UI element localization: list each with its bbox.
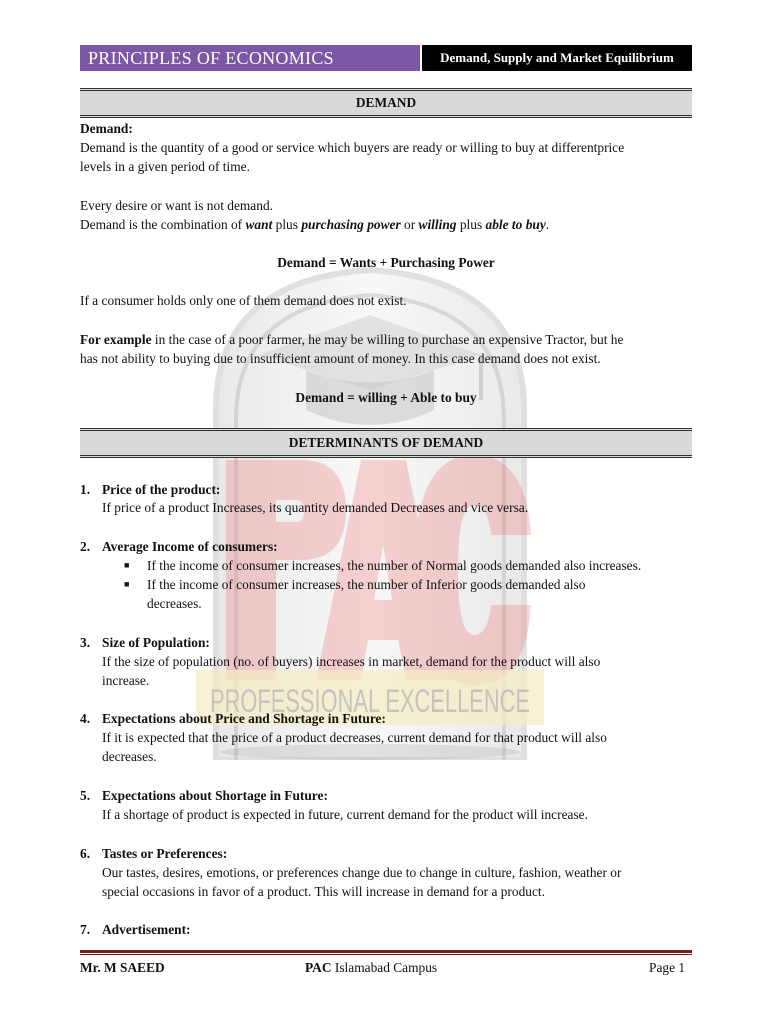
subject-title: PRINCIPLES OF ECONOMICS — [80, 45, 420, 71]
determinant-2-heading: Average Income of consumers: — [102, 539, 278, 554]
chapter-title: Demand, Supply and Market Equilibrium — [422, 45, 692, 71]
demand-definition-line2: levels in a given period of time. — [80, 159, 250, 174]
determinant-6-heading: Tastes or Preferences: — [102, 846, 228, 861]
watermark-tagline: PROFESSIONAL EXCELLENCE — [210, 683, 530, 719]
example-line1: For example in the case of a poor farmer, he may be willing to purchase an expensive Tractor, but he — [80, 332, 624, 347]
demand-combination-text: Demand is the combination of want plus purchasing power or willing plus able to buy. — [80, 217, 550, 232]
example-line2: has not ability to buying due to insufficient amount of money. In this case demand does not exist. — [80, 351, 601, 366]
determinant-5-heading: Expectations about Shortage in Future: — [102, 788, 328, 803]
determinant-6-number: 6. — [80, 846, 91, 861]
document-page — [80, 0, 692, 1024]
determinant-5-number: 5. — [80, 788, 91, 803]
determinant-6-text-line2: special occasions in favor of a product. This will increase in demand for a product. — [102, 884, 545, 899]
page-header — [80, 45, 692, 71]
determinant-3-heading: Size of Population: — [102, 635, 210, 650]
determinant-1-heading: Price of the product: — [102, 482, 221, 497]
bullet-icon: ■ — [124, 579, 130, 589]
determinant-2-bullet-2-line1: If the income of consumer increases, the number of Inferior goods demanded also — [147, 577, 586, 592]
determinants-section-bar: DETERMINANTS OF DEMAND — [80, 428, 692, 458]
determinant-3-text-line1: If the size of population (no. of buyers) increases in market, demand for the product will also — [102, 654, 601, 669]
footer-author: Mr. M SAEED — [80, 960, 165, 975]
determinant-3-text-line2: increase. — [102, 673, 150, 688]
footer-campus: PAC Islamabad Campus — [305, 960, 438, 975]
determinant-6-text-line1: Our tastes, desires, emotions, or preferences change due to change in culture, fashion, weather or — [102, 865, 622, 880]
only-one-text: If a consumer holds only one of them demand does not exist. — [80, 293, 407, 308]
footer-divider — [80, 950, 692, 953]
determinant-4-text-line1: If it is expected that the price of a product decreases, current demand for that product will also — [102, 730, 607, 745]
bullet-icon: ■ — [124, 560, 130, 570]
footer-page-number: Page 1 — [649, 960, 686, 975]
determinant-1-text: If price of a product Increases, its quantity demanded Decreases and vice versa. — [102, 500, 529, 515]
footer-divider-thin — [80, 954, 692, 955]
determinant-2-bullet-1: If the income of consumer increases, the number of Normal goods demanded also increases. — [147, 558, 642, 573]
formula-wants-purchasing-power: Demand = Wants + Purchasing Power — [277, 255, 495, 270]
not-demand-text: Every desire or want is not demand. — [80, 198, 273, 213]
determinant-4-text-line2: decreases. — [102, 749, 157, 764]
determinant-2-number: 2. — [80, 539, 91, 554]
determinant-5-text: If a shortage of product is expected in future, current demand for the product will increase. — [102, 807, 588, 822]
determinant-4-heading: Expectations about Price and Shortage in Future: — [102, 711, 386, 726]
determinant-7-heading: Advertisement: — [102, 922, 191, 937]
determinant-3-number: 3. — [80, 635, 91, 650]
determinant-2-bullet-2-line2: decreases. — [147, 596, 202, 611]
determinant-4-number: 4. — [80, 711, 91, 726]
demand-definition-line1: Demand is the quantity of a good or service which buyers are ready or willing to buy at differentprice — [80, 140, 625, 155]
determinant-1-number: 1. — [80, 482, 91, 497]
determinant-7-number: 7. — [80, 922, 91, 937]
demand-section-bar: DEMAND — [80, 88, 692, 118]
formula-willing-able: Demand = willing + Able to buy — [295, 390, 477, 405]
demand-heading: Demand: — [80, 121, 133, 136]
